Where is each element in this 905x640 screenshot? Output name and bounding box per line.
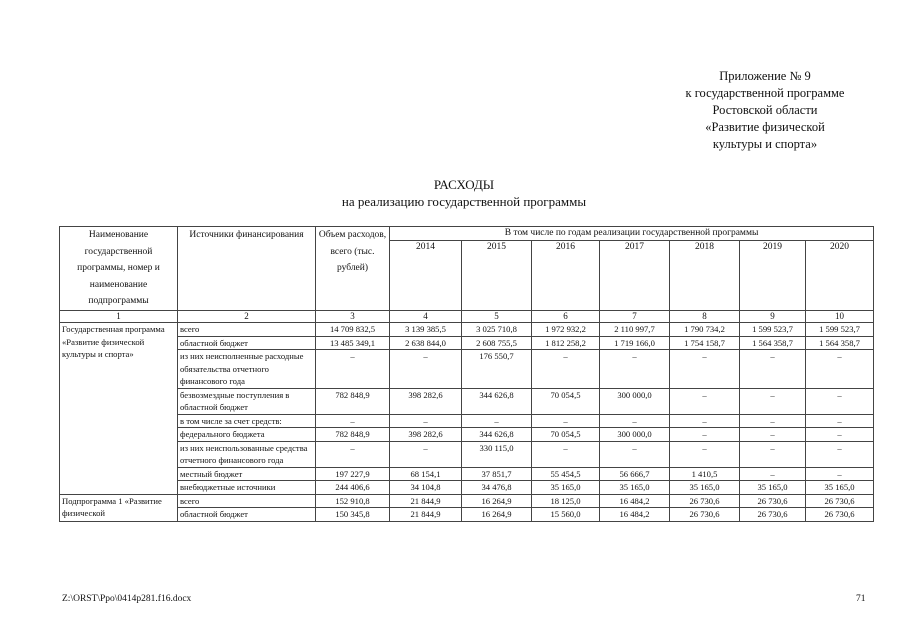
value-cell: 35 165,0	[670, 481, 740, 495]
header-year: 2014	[390, 241, 462, 311]
header-year: 2017	[600, 241, 670, 311]
value-cell: –	[390, 441, 462, 467]
value-cell: 1 790 734,2	[670, 323, 740, 337]
funding-source-cell: внебюджетные источники	[178, 481, 316, 495]
value-cell: 344 626,8	[462, 388, 532, 414]
value-cell: –	[600, 350, 670, 389]
value-cell: –	[532, 350, 600, 389]
value-cell: –	[806, 467, 874, 481]
value-cell: 16 264,9	[462, 494, 532, 508]
appendix-line: культуры и спорта»	[712, 137, 818, 151]
program-name-cell: Государственная программа «Развитие физической культуры и спорта»	[60, 323, 178, 495]
header-year: 2020	[806, 241, 874, 311]
table-row	[60, 494, 874, 508]
value-cell: –	[532, 414, 600, 428]
value-cell: –	[670, 414, 740, 428]
value-cell: –	[462, 414, 532, 428]
value-cell: 55 454,5	[532, 467, 600, 481]
funding-source-cell: в том числе за счет средств:	[178, 414, 316, 428]
value-cell: 26 730,6	[670, 508, 740, 522]
header-years-group: В том числе по годам реализации государственной программы	[390, 227, 874, 241]
value-cell: –	[806, 414, 874, 428]
value-cell: –	[806, 350, 874, 389]
header-year: 2016	[532, 241, 600, 311]
column-number: 5	[462, 311, 532, 323]
value-cell: 197 227,9	[316, 467, 390, 481]
value-cell: 3 139 385,5	[390, 323, 462, 337]
funding-source-cell: всего	[178, 323, 316, 337]
value-cell: 152 910,8	[316, 494, 390, 508]
column-number: 2	[178, 311, 316, 323]
value-cell: 34 104,8	[390, 481, 462, 495]
table-row	[60, 508, 874, 522]
value-cell: 34 476,8	[462, 481, 532, 495]
funding-source-cell: из них неиспользованные средства отчетного финансового года	[178, 441, 316, 467]
value-cell: 21 844,9	[390, 508, 462, 522]
value-cell: 14 709 832,5	[316, 323, 390, 337]
value-cell: 56 666,7	[600, 467, 670, 481]
value-cell: 16 264,9	[462, 508, 532, 522]
value-cell: 150 345,8	[316, 508, 390, 522]
funding-source-cell: из них неисполненные расходные обязательства отчетного финансового года	[178, 350, 316, 389]
value-cell: 26 730,6	[806, 494, 874, 508]
value-cell: 330 115,0	[462, 441, 532, 467]
value-cell: 70 054,5	[532, 428, 600, 442]
appendix-line: Ростовской области	[712, 103, 818, 117]
funding-source-cell: местный бюджет	[178, 467, 316, 481]
table-row	[60, 414, 874, 428]
value-cell: 26 730,6	[670, 494, 740, 508]
value-cell: 2 638 844,0	[390, 336, 462, 350]
value-cell: –	[316, 441, 390, 467]
table-row	[60, 388, 874, 414]
table-row	[60, 323, 874, 337]
value-cell: –	[740, 414, 806, 428]
value-cell: –	[390, 414, 462, 428]
value-cell: –	[600, 441, 670, 467]
value-cell: 344 626,8	[462, 428, 532, 442]
value-cell: 176 550,7	[462, 350, 532, 389]
funding-source-cell: всего	[178, 494, 316, 508]
value-cell: 300 000,0	[600, 388, 670, 414]
value-cell: 26 730,6	[740, 494, 806, 508]
value-cell: –	[670, 350, 740, 389]
value-cell: 1 754 158,7	[670, 336, 740, 350]
column-number: 3	[316, 311, 390, 323]
funding-source-cell: федерального бюджета	[178, 428, 316, 442]
table-row	[60, 336, 874, 350]
appendix-line: «Развитие физической	[705, 120, 825, 134]
column-number: 10	[806, 311, 874, 323]
expenses-table	[59, 226, 874, 522]
value-cell: 1 599 523,7	[740, 323, 806, 337]
value-cell: 782 848,9	[316, 388, 390, 414]
value-cell: –	[740, 441, 806, 467]
value-cell: 16 484,2	[600, 494, 670, 508]
value-cell: 1 719 166,0	[600, 336, 670, 350]
value-cell: –	[740, 428, 806, 442]
value-cell: –	[670, 428, 740, 442]
value-cell: 1 564 358,7	[806, 336, 874, 350]
table-row	[60, 428, 874, 442]
value-cell: 1 564 358,7	[740, 336, 806, 350]
value-cell: 35 165,0	[806, 481, 874, 495]
value-cell: –	[806, 388, 874, 414]
header-total-volume: Объем расходов, всего (тыс. рублей)	[316, 227, 390, 311]
table-row	[60, 441, 874, 467]
value-cell: 300 000,0	[600, 428, 670, 442]
value-cell: 398 282,6	[390, 428, 462, 442]
value-cell: 37 851,7	[462, 467, 532, 481]
value-cell: 68 154,1	[390, 467, 462, 481]
value-cell: 244 406,6	[316, 481, 390, 495]
value-cell: 35 165,0	[740, 481, 806, 495]
column-number: 4	[390, 311, 462, 323]
value-cell: 21 844,9	[390, 494, 462, 508]
value-cell: 2 110 997,7	[600, 323, 670, 337]
value-cell: –	[532, 441, 600, 467]
header-year: 2019	[740, 241, 806, 311]
footer-page-number: 71	[856, 594, 866, 604]
value-cell: –	[740, 467, 806, 481]
value-cell: 15 560,0	[532, 508, 600, 522]
header-year: 2018	[670, 241, 740, 311]
value-cell: –	[390, 350, 462, 389]
value-cell: 398 282,6	[390, 388, 462, 414]
value-cell: –	[740, 388, 806, 414]
heading-title: РАСХОДЫ	[433, 177, 495, 192]
value-cell: 1 972 932,2	[532, 323, 600, 337]
value-cell: 1 599 523,7	[806, 323, 874, 337]
value-cell: –	[600, 414, 670, 428]
value-cell: 13 485 349,1	[316, 336, 390, 350]
funding-source-cell: областной бюджет	[178, 508, 316, 522]
header-funding-source: Источники финансирования	[178, 227, 316, 311]
value-cell: 26 730,6	[806, 508, 874, 522]
value-cell: –	[806, 441, 874, 467]
value-cell: –	[316, 350, 390, 389]
value-cell: –	[740, 350, 806, 389]
footer-file-path: Z:\ORST\Ppo\0414p281.f16.docx	[62, 594, 192, 604]
value-cell: –	[670, 388, 740, 414]
column-number: 8	[670, 311, 740, 323]
table-row	[60, 350, 874, 389]
column-number: 6	[532, 311, 600, 323]
funding-source-cell: безвозмездные поступления в областной бюджет	[178, 388, 316, 414]
value-cell: 35 165,0	[600, 481, 670, 495]
value-cell: 2 608 755,5	[462, 336, 532, 350]
heading-subtitle: на реализацию государственной программы	[341, 194, 587, 209]
document-heading	[0, 176, 905, 210]
appendix-line: к государственной программе	[685, 86, 845, 100]
appendix-line: Приложение № 9	[719, 69, 811, 83]
table-row	[60, 467, 874, 481]
column-number: 9	[740, 311, 806, 323]
value-cell: 16 484,2	[600, 508, 670, 522]
header-program-name: Наименование государственной программы, номер и наименование подпрограммы	[60, 227, 178, 311]
table-row	[60, 481, 874, 495]
value-cell: –	[806, 428, 874, 442]
value-cell: 26 730,6	[740, 508, 806, 522]
value-cell: 1 410,5	[670, 467, 740, 481]
value-cell: 782 848,9	[316, 428, 390, 442]
program-name-cell: Подпрограмма 1 «Развитие физической	[60, 494, 178, 521]
appendix-block	[610, 68, 905, 153]
value-cell: 70 054,5	[532, 388, 600, 414]
value-cell: –	[316, 414, 390, 428]
funding-source-cell: областной бюджет	[178, 336, 316, 350]
header-year: 2015	[462, 241, 532, 311]
column-number: 1	[60, 311, 178, 323]
value-cell: –	[670, 441, 740, 467]
value-cell: 3 025 710,8	[462, 323, 532, 337]
value-cell: 1 812 258,2	[532, 336, 600, 350]
value-cell: 18 125,0	[532, 494, 600, 508]
column-number: 7	[600, 311, 670, 323]
value-cell: 35 165,0	[532, 481, 600, 495]
